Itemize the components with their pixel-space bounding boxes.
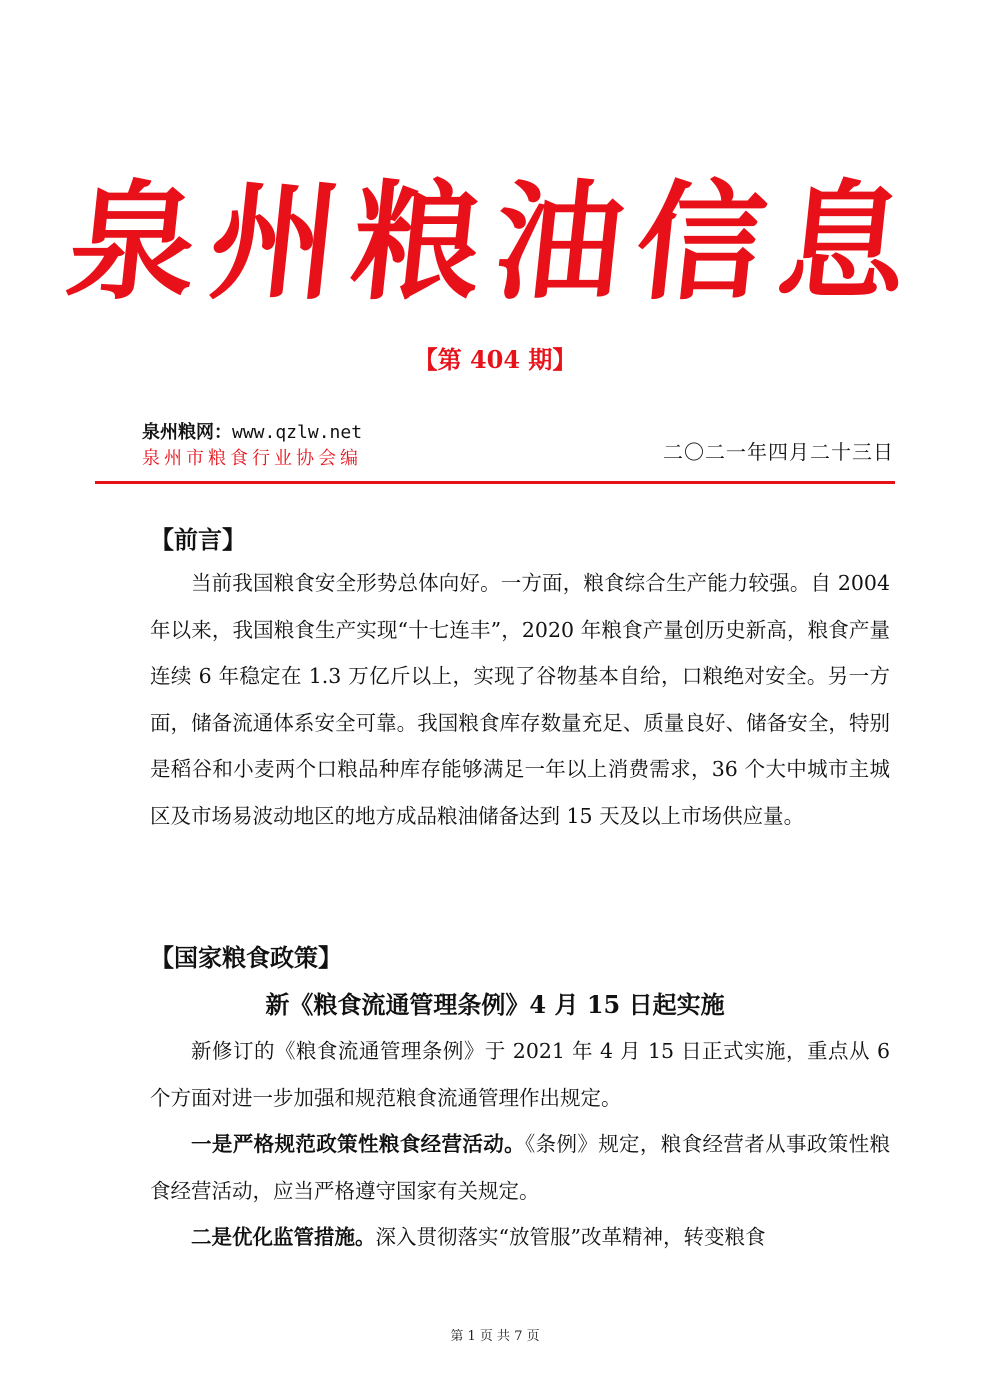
publish-date: 二〇二一年四月二十三日 [663,440,894,464]
masthead-title: 泉州粮油信息 [61,168,929,318]
site-url: www.qzlw.net [232,422,363,443]
page-footer: 第 1 页 共 7 页 [450,1329,540,1344]
point-2-body: 深入贯彻落实“放管服”改革精神，转变粮食 [375,1225,766,1249]
article-point-2 [150,1214,890,1261]
article-title: 新《粮食流通管理条例》4 月 15 日起实施 [265,990,725,1019]
point-1-lead: 一是严格规范政策性粮食经营活动。 [191,1132,525,1156]
site-info [142,418,362,444]
preface-body: 当前我国粮食安全形势总体向好。一方面，粮食综合生产能力较强。自 2004 年以来，我国粮食生产实现“十七连丰”，2020 年粮食产量创历史新高，粮食产量连续 6 年稳定在 1.3 万亿斤以上，实现了谷物基本自给，口粮绝对安全。另一方面，储备流通体系安全可靠。我国粮食库存数量充足、质量良好、储备安全，特别是稻谷和小麦两个口粮品种库存能够满足一年以上消费需求，36 个大中城市主城区及市场易波动地区的地方成品粮油储备达到 15 天及以上市场供应量。 [150,571,890,828]
article-point-1 [150,1121,890,1214]
editor-line: 泉州市粮食行业协会编 [142,448,362,469]
preface-heading: 【前言】 [150,526,246,554]
article-intro: 新修订的《粮食流通管理条例》于 2021 年 4 月 15 日正式实施，重点从 6 个方面对进一步加强和规范粮食流通管理作出规定。 [150,1039,890,1110]
header-divider [95,481,895,484]
point-2-lead: 二是优化监管措施。 [191,1225,376,1249]
policy-heading: 【国家粮食政策】 [150,944,342,972]
point-1-body: 《条例》规定，粮食经营者从事政策性粮食经营活动，应当严格遵守国家有关规定。 [150,1132,891,1203]
issue-number: 【第 404 期】 [413,345,577,374]
site-label: 泉州粮网： [142,422,232,443]
